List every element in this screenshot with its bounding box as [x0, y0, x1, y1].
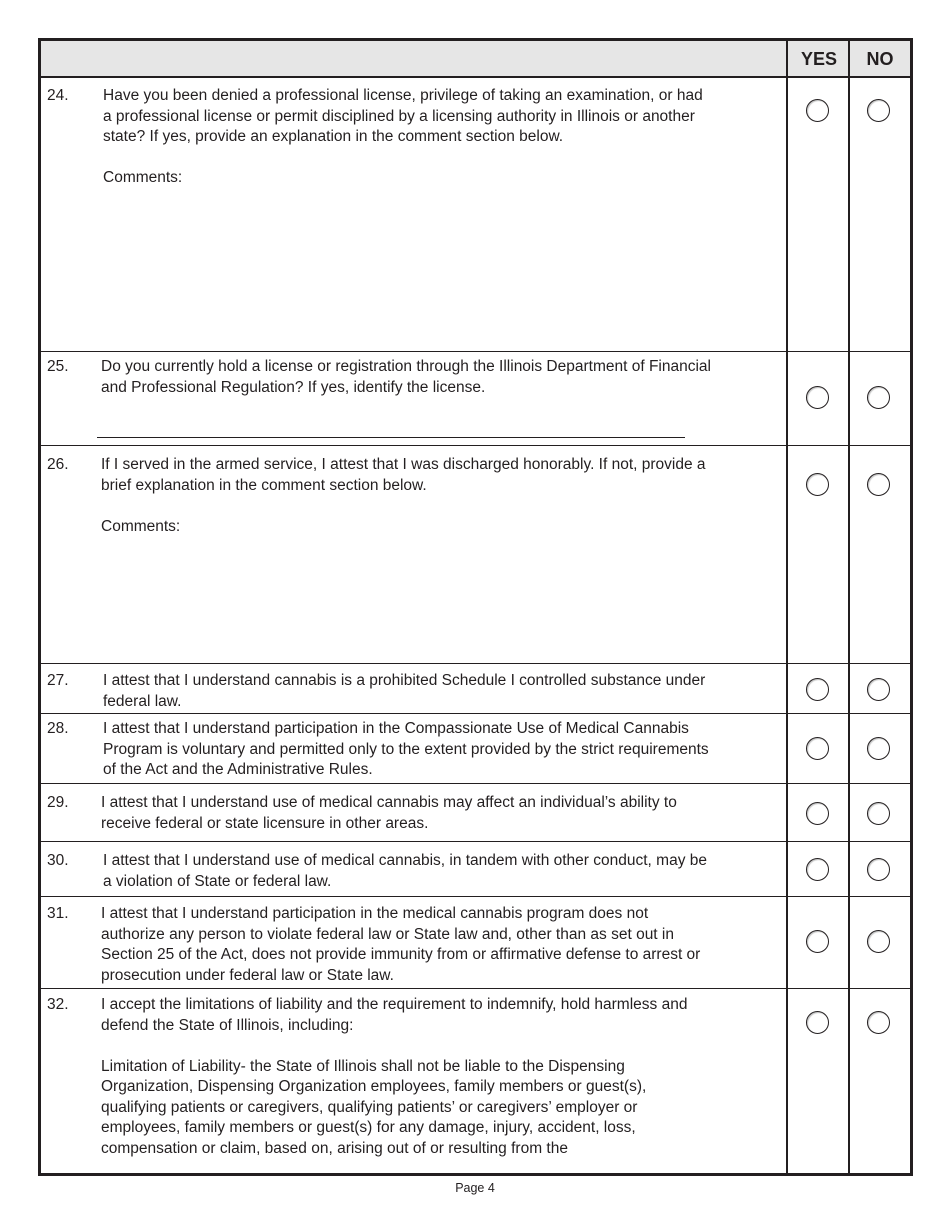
- question-30-text: I attest that I understand use of medical cannabis, in tandem with other conduct, may be a violation of State or federal law.: [103, 852, 707, 890]
- yes-column-header: YES: [800, 49, 838, 69]
- question-30-number: 30.: [47, 852, 69, 869]
- question-24-text: Have you been denied a professional license, privilege of taking an examination, or had a professional license or permit disciplined by a licensing authority in Illinois or another state? If yes, provide an explanation in the comment section below. Comments:: [103, 86, 783, 189]
- question-29-number: 29.: [47, 794, 69, 811]
- no-column-header: NO: [866, 49, 894, 69]
- question-29-yes-radio[interactable]: [806, 802, 829, 825]
- question-24-yes-radio[interactable]: [806, 99, 829, 122]
- question-29-text: I attest that I understand use of medical cannabis may affect an individual’s ability to receive federal or state licensure in other areas.: [101, 794, 677, 832]
- question-28-no-radio[interactable]: [867, 737, 890, 760]
- question-25-no-radio[interactable]: [867, 386, 890, 409]
- question-27-number: 27.: [47, 672, 69, 689]
- row-divider: [41, 988, 910, 989]
- row-divider: [41, 783, 910, 784]
- question-26-text: If I served in the armed service, I attest that I was discharged honorably. If not, provide a brief explanation in the comment section below. Comments:: [101, 455, 781, 537]
- row-divider: [41, 713, 910, 714]
- question-24-comments-label: Comments:: [103, 169, 183, 186]
- question-31-no-radio[interactable]: [867, 930, 890, 953]
- table-header: [41, 41, 910, 78]
- question-24-no-radio[interactable]: [867, 99, 890, 122]
- row-divider: [41, 445, 910, 446]
- column-divider-no: [848, 41, 850, 1173]
- question-25-number: 25.: [47, 358, 69, 375]
- question-25-yes-radio[interactable]: [806, 386, 829, 409]
- question-24-number: 24.: [47, 87, 69, 104]
- question-26-comments-label: Comments:: [101, 517, 181, 535]
- question-28-yes-radio[interactable]: [806, 737, 829, 760]
- question-25-text: Do you currently hold a license or registration through the Illinois Department of Financial and Professional Regulation? If yes, identify the license.: [101, 358, 711, 396]
- question-27-no-radio[interactable]: [867, 678, 890, 701]
- row-divider: [41, 841, 910, 842]
- question-28-text: I attest that I understand participation in the Compassionate Use of Medical Cannabis Program is voluntary and permitted only to the extent provided by the strict requirements of the Act and the Administrative Rules.: [103, 720, 709, 778]
- question-32-text: I accept the limitations of liability and the requirement to indemnify, hold harmless and defend the State of Illinois, including: Limitation of Liability- the State of Illinois shall not be liable to the Dispensing Organization, Dispensing Organization employees, family members or guest(s), qualifying patients or caregivers, qualifying patients’ or caregivers’ employer or employees, family members or guest(s) for any damage, injury, accident, loss, compensation or claim, based on, arising out of or resulting from the: [101, 996, 688, 1157]
- question-31-text: I attest that I understand participation in the medical cannabis program does not authorize any person to violate federal law or State law and, other than as set out in Section 25 of the Act, does not provide immunity from or affirmative defense to arrest or prosecution under federal law or State law.: [101, 905, 701, 984]
- row-divider: [41, 351, 910, 352]
- question-27-text: I attest that I understand cannabis is a prohibited Schedule I controlled substance under federal law.: [103, 672, 706, 710]
- row-divider: [41, 896, 910, 897]
- question-31-number: 31.: [47, 905, 69, 922]
- row-divider: [41, 663, 910, 664]
- question-30-yes-radio[interactable]: [806, 858, 829, 881]
- question-31-yes-radio[interactable]: [806, 930, 829, 953]
- question-29-no-radio[interactable]: [867, 802, 890, 825]
- page-number: Page 4: [455, 1181, 495, 1195]
- question-32-yes-radio[interactable]: [806, 1011, 829, 1034]
- question-32-no-radio[interactable]: [867, 1011, 890, 1034]
- question-26-yes-radio[interactable]: [806, 473, 829, 496]
- column-divider-yes: [786, 41, 788, 1173]
- question-32-number: 32.: [47, 996, 69, 1013]
- question-28-number: 28.: [47, 720, 69, 737]
- question-26-no-radio[interactable]: [867, 473, 890, 496]
- question-27-yes-radio[interactable]: [806, 678, 829, 701]
- question-30-no-radio[interactable]: [867, 858, 890, 881]
- question-26-number: 26.: [47, 456, 69, 473]
- questionnaire-form: [38, 38, 913, 1176]
- license-answer-line[interactable]: [97, 437, 685, 438]
